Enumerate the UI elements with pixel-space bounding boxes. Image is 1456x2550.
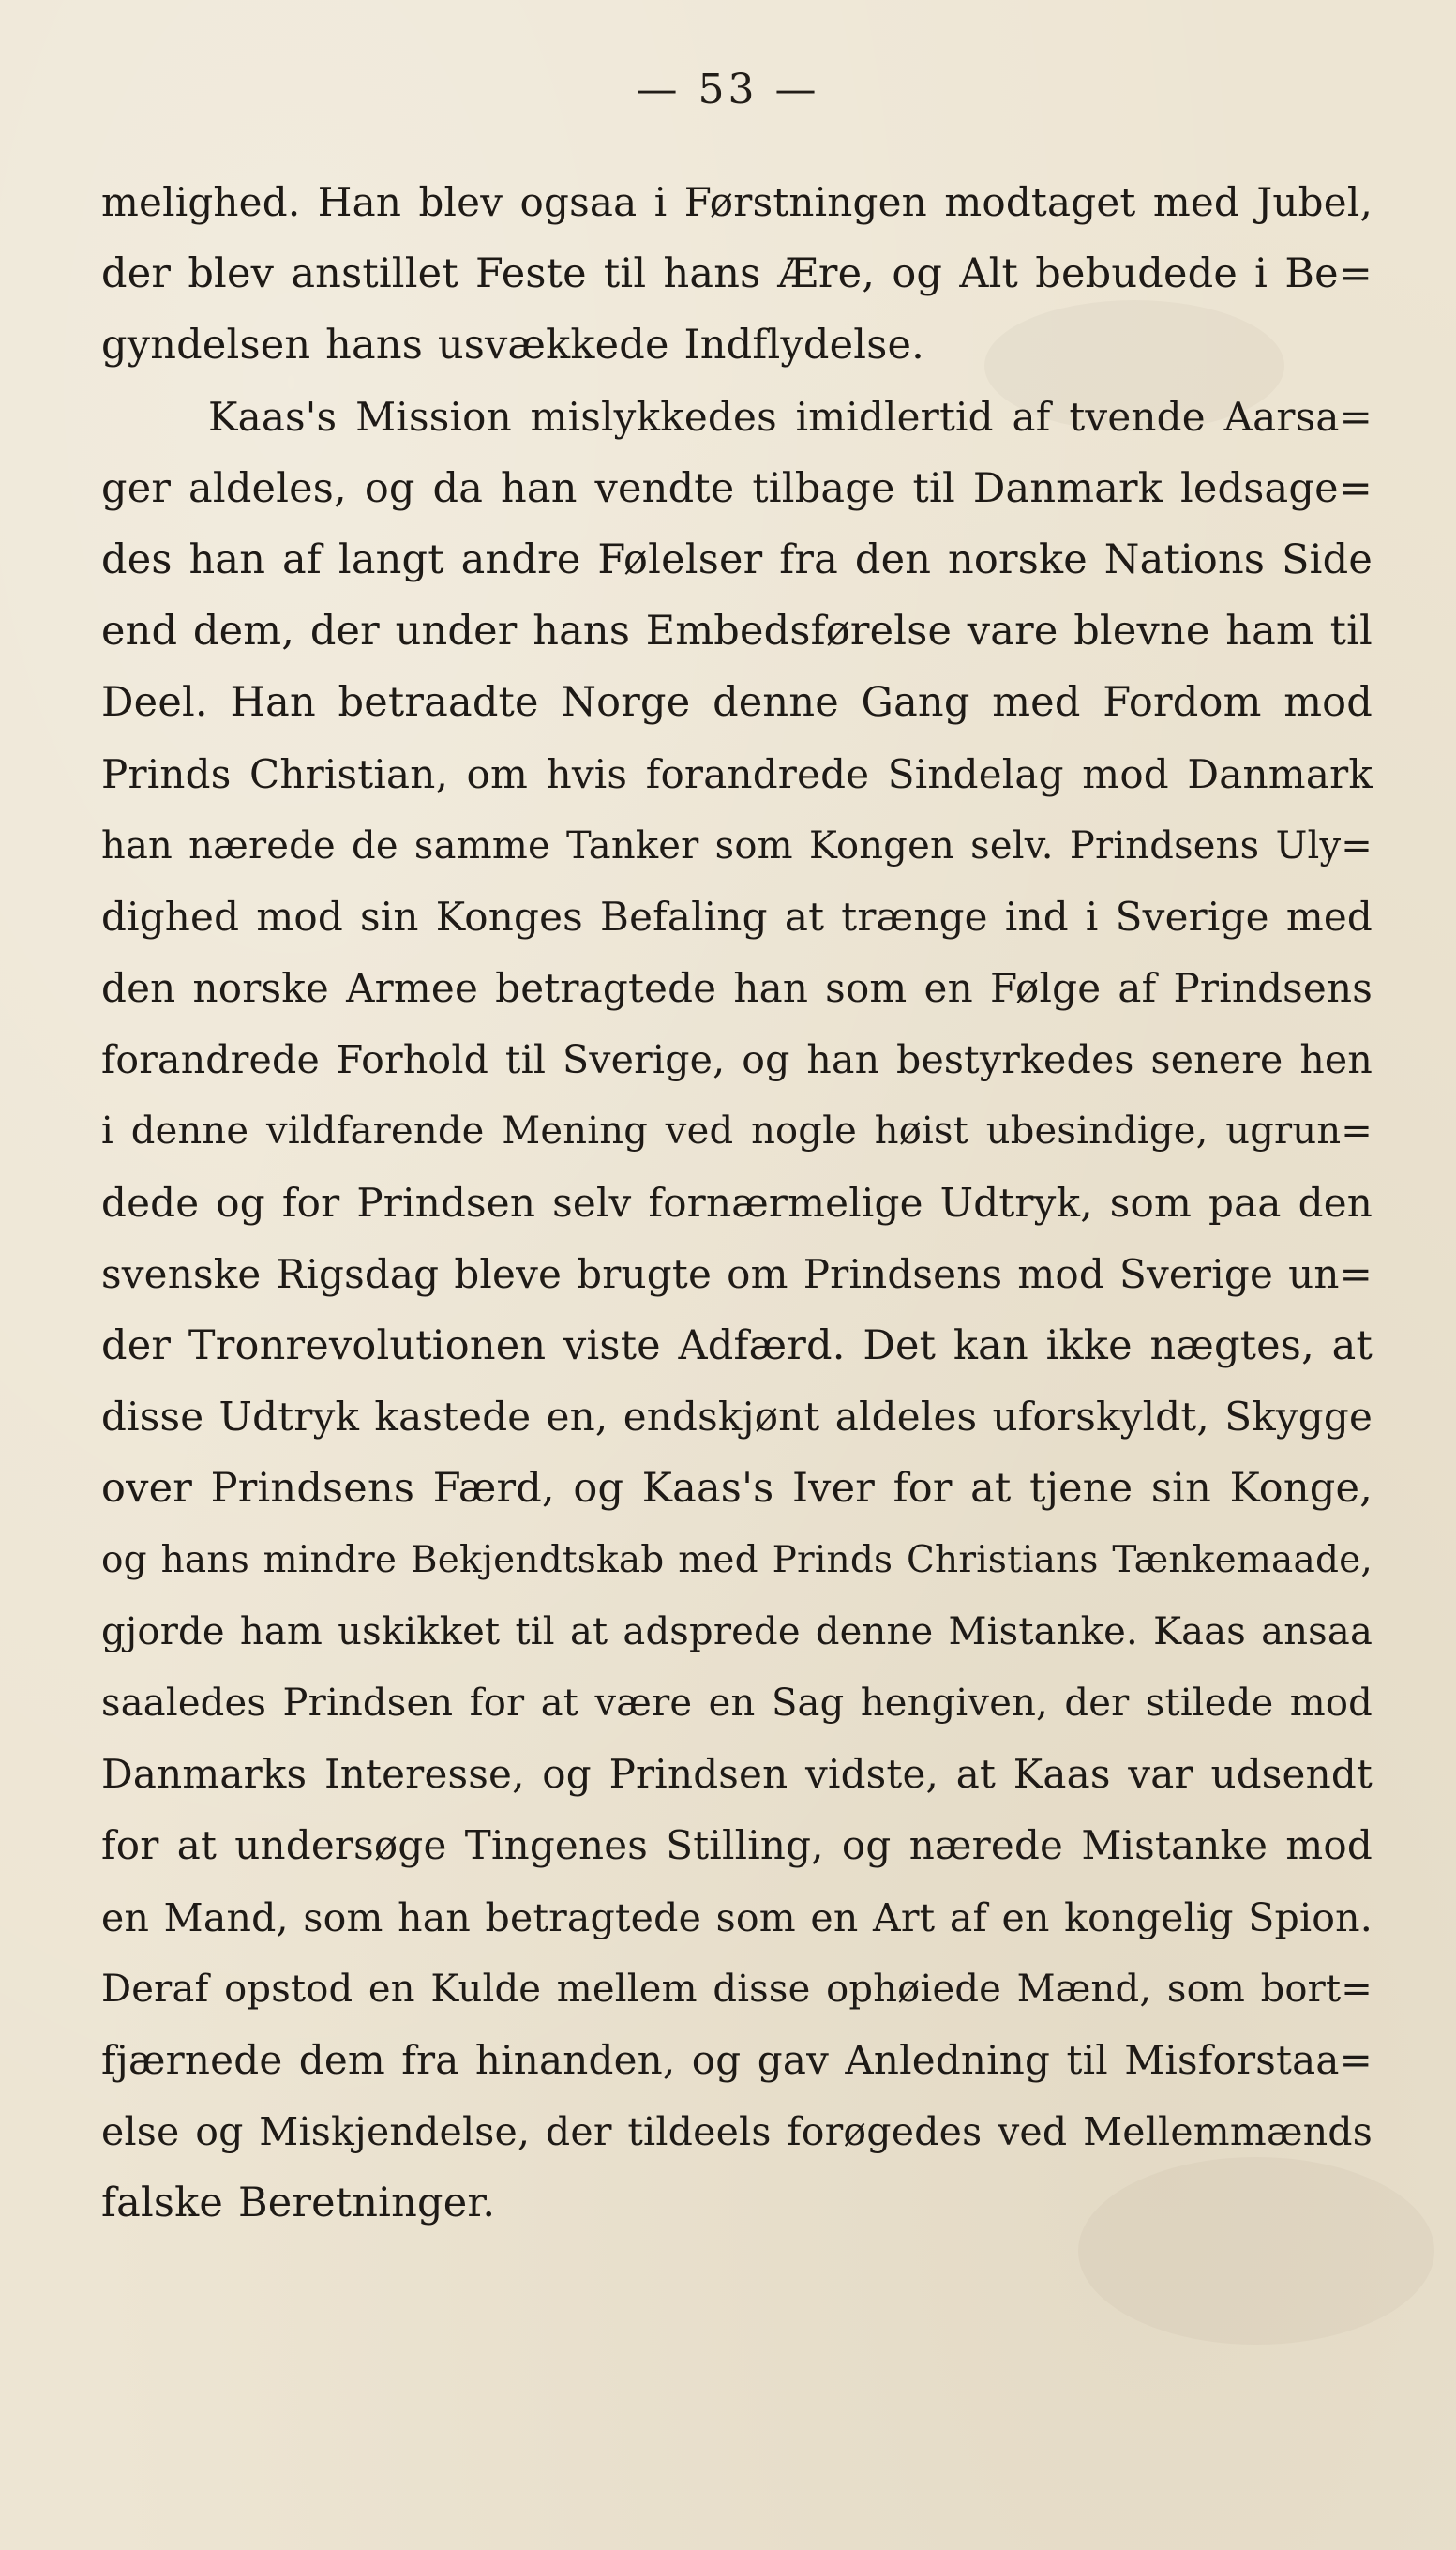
text-line: gyndelsen hans usvækkede Indflydelse.: [101, 322, 925, 370]
text-line: over Prindsens Færd, og Kaas's Iver for at tjene sin Konge,: [101, 1465, 1373, 1513]
text-line: Danmarks Interesse, og Prindsen vidste, at Kaas var udsendt: [101, 1751, 1373, 1798]
text-line: Prinds Christian, om hvis forandrede Sindelag mod Danmark: [101, 750, 1373, 797]
text-line: else og Miskjendelse, der tildeels forøgedes ved Mellemmænds: [101, 2109, 1373, 2155]
text-line: end dem, der under hans Embedsførelse vare blevne ham til: [101, 608, 1373, 656]
text-line: han nærede de samme Tanker som Kongen selv. Prindsens Uly=: [101, 823, 1373, 868]
text-line: og hans mindre Bekjendtskab med Prinds Christians Tænkemaade,: [101, 1538, 1373, 1581]
text-line: dighed mod sin Konges Befaling at trænge ind i Sverige med: [101, 893, 1373, 940]
text-line: falske Beretninger.: [101, 2180, 496, 2227]
text-line: svenske Rigsdag bleve brugte om Prindsens mod Sverige un=: [101, 1250, 1373, 1297]
text-line: den norske Armee betragtede han som en Følge af Prindsens: [101, 965, 1373, 1012]
text-line: Deel. Han betraadte Norge denne Gang med Fordom mod: [101, 679, 1373, 727]
text-line: for at undersøge Tingenes Stilling, og nærede Mistanke mod: [101, 1822, 1373, 1869]
text-line: Deraf opstod en Kulde mellem disse ophøiede Mænd, som bort=: [101, 1967, 1373, 2011]
text-line: der blev anstillet Feste til hans Ære, og Alt bebudede i Be=: [101, 250, 1373, 298]
text-line: disse Udtryk kastede en, endskjønt aldeles uforskyldt, Skygge: [101, 1394, 1373, 1441]
text-line: forandrede Forhold til Sverige, og han bestyrkedes senere hen: [101, 1037, 1373, 1083]
text-line: gjorde ham uskikket til at adsprede denne Mistanke. Kaas ansaa: [101, 1609, 1373, 1653]
text-line: i denne vildfarende Mening ved nogle høist ubesindige, ugrun=: [101, 1109, 1373, 1154]
text-line: dede og for Prindsen selv fornærmelige Udtryk, som paa den: [101, 1179, 1373, 1226]
text-line: en Mand, som han betragtede som en Art af en kongelig Spion.: [101, 1894, 1373, 1940]
text-line: saaledes Prindsen for at være en Sag hengiven, der stilede mod: [101, 1681, 1373, 1725]
body-text: [101, 167, 1373, 2239]
text-line: der Tronrevolutionen viste Adfærd. Det kan ikke nægtes, at: [101, 1322, 1373, 1369]
text-line: melighed. Han blev ogsaa i Førstningen modtaget med Jubel,: [101, 179, 1373, 225]
text-line: des han af langt andre Følelser fra den norske Nations Side: [101, 536, 1373, 583]
text-line: ger aldeles, og da han vendte tilbage til Danmark ledsage=: [101, 464, 1373, 512]
text-line: fjærnede dem fra hinanden, og gav Anledning til Misforstaa=: [101, 2036, 1373, 2083]
paragraph-first-line: Kaas's Mission mislykkedes imidlertid af tvende Aarsa=: [208, 393, 1373, 440]
page-number: — 53 —: [636, 66, 820, 113]
